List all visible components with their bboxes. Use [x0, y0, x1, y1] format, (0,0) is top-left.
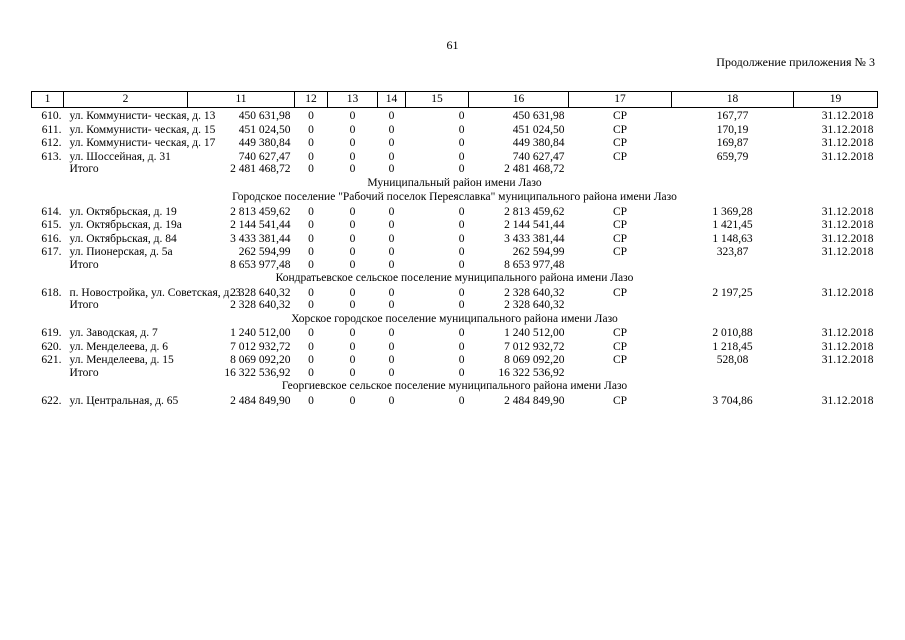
cell-col-19: 31.12.2018 [821, 123, 874, 136]
cell-col-18: 170,19 [716, 123, 749, 136]
cell-col-16: 740 627,47 [512, 150, 565, 163]
cell-empty [569, 162, 672, 175]
cell-col-15: 0 [458, 327, 465, 339]
table-row [32, 204, 878, 218]
cell-col-14: 0 [388, 354, 395, 366]
cell-col-14: 0 [388, 205, 395, 218]
cell-row-number: 614. [41, 205, 62, 218]
cell-col-12: 0 [308, 137, 314, 149]
cell-col-11: 2 484 849,90 [230, 394, 291, 407]
cell-col-11: 2 481 468,72 [230, 163, 291, 175]
cell-col-14: 0 [388, 258, 395, 271]
cell-col-16: 2 481 468,72 [504, 163, 565, 175]
table-header-row [32, 92, 878, 108]
cell-col-12: 0 [308, 327, 314, 339]
cell-col-15: 0 [458, 123, 465, 136]
table-row [32, 393, 878, 407]
cell-col-12: 0 [308, 163, 314, 175]
cell-col-17: СР [612, 123, 628, 136]
cell-col-16: 3 433 381,44 [504, 232, 565, 245]
cell-col-12: 0 [308, 123, 314, 136]
table-row [32, 339, 878, 353]
cell-col-12: 0 [308, 286, 314, 299]
cell-col-15: 0 [458, 110, 465, 122]
cell-col-13: 0 [349, 219, 356, 231]
cell-col-14: 0 [388, 110, 395, 122]
cell-row-number: 622. [41, 394, 62, 407]
table-row [32, 231, 878, 245]
table-row [32, 217, 878, 231]
cell-col-19: 31.12.2018 [821, 205, 874, 218]
total-row [32, 258, 878, 271]
cell-col-13: 0 [349, 394, 356, 407]
cell-col-16: 16 322 536,92 [498, 366, 565, 379]
cell-col-16: 450 631,98 [512, 110, 565, 122]
section-heading: Кондратьевское сельское поселение муниципального района имени Лазо [275, 272, 634, 284]
cell-col-16: 7 012 932,72 [504, 340, 565, 353]
cell-col-19: 31.12.2018 [821, 246, 874, 258]
cell-col-14: 0 [388, 163, 395, 175]
cell-empty [672, 162, 794, 175]
section-heading-row [32, 311, 878, 326]
cell-col-18: 1 218,45 [712, 340, 753, 353]
header-col-19: 19 [794, 92, 878, 108]
table-row [32, 135, 878, 149]
total-row [32, 162, 878, 175]
cell-row-number: 619. [41, 327, 62, 339]
cell-col-14: 0 [388, 286, 395, 299]
cell-address: ул. Заводская, д. 7 [69, 327, 158, 339]
cell-col-11: 1 240 512,00 [230, 327, 291, 339]
total-row [32, 366, 878, 379]
cell-col-12: 0 [308, 246, 314, 258]
cell-col-19: 31.12.2018 [821, 286, 874, 299]
cell-col-13: 0 [349, 123, 356, 136]
total-label: Итого [69, 366, 99, 379]
cell-row-number: 617. [41, 246, 62, 258]
total-label: Итого [69, 299, 99, 311]
cell-col-11: 450 631,98 [238, 110, 291, 122]
cell-col-11: 8 653 977,48 [230, 258, 291, 271]
cell-address: ул. Октябрьская, д. 84 [69, 232, 177, 245]
cell-col-16: 8 653 977,48 [504, 258, 565, 271]
cell-col-15: 0 [458, 299, 465, 311]
header-col-12: 12 [295, 92, 328, 108]
section-heading-row [32, 189, 878, 204]
cell-col-13: 0 [349, 163, 356, 175]
cell-col-15: 0 [458, 205, 465, 218]
cell-address: ул. Менделеева, д. 6 [69, 340, 168, 353]
cell-row-number: 620. [41, 340, 62, 353]
cell-col-13: 0 [349, 286, 356, 299]
header-col-16: 16 [469, 92, 569, 108]
cell-col-15: 0 [458, 232, 465, 245]
cell-col-17: СР [612, 340, 628, 353]
total-label: Итого [69, 258, 99, 271]
cell-col-12: 0 [308, 366, 314, 379]
cell-col-19: 31.12.2018 [821, 327, 874, 339]
cell-col-18: 169,87 [716, 137, 749, 149]
cell-address: ул. Центральная, д. 65 [69, 394, 179, 407]
header-col-13: 13 [328, 92, 378, 108]
cell-row-number: 615. [41, 219, 62, 231]
cell-col-14: 0 [388, 219, 395, 231]
cell-col-11: 7 012 932,72 [230, 340, 291, 353]
cell-empty [32, 162, 64, 175]
cell-col-18: 2 197,25 [712, 286, 753, 299]
cell-col-17: СР [612, 219, 628, 231]
cell-col-15: 0 [458, 354, 465, 366]
cell-col-18: 323,87 [716, 246, 749, 258]
total-row [32, 298, 878, 311]
section-heading-row [32, 378, 878, 393]
cell-empty [794, 298, 878, 311]
cell-col-14: 0 [388, 123, 395, 136]
cell-address: ул. Коммунисти- ческая, д. 15 [69, 123, 216, 136]
cell-col-17: СР [612, 232, 628, 245]
cell-address: ул. Менделеева, д. 15 [69, 354, 174, 366]
cell-col-11: 449 380,84 [238, 137, 291, 149]
table-row [32, 352, 878, 366]
cell-col-11: 16 322 536,92 [224, 366, 291, 379]
cell-col-12: 0 [308, 150, 314, 163]
table-row [32, 285, 878, 299]
header-col-18: 18 [672, 92, 794, 108]
cell-col-11: 262 594,99 [238, 246, 291, 258]
cell-col-18: 167,77 [716, 110, 749, 122]
cell-col-13: 0 [349, 150, 356, 163]
cell-col-13: 0 [349, 340, 356, 353]
cell-col-14: 0 [388, 366, 395, 379]
cell-col-19: 31.12.2018 [821, 232, 874, 245]
cell-col-16: 2 144 541,44 [504, 219, 565, 231]
cell-col-14: 0 [388, 137, 395, 149]
cell-col-14: 0 [388, 150, 395, 163]
cell-empty [569, 298, 672, 311]
cell-col-11: 8 069 092,20 [230, 354, 291, 366]
cell-col-19: 31.12.2018 [821, 150, 874, 163]
appendix-continuation-label: Продолжение приложения № 3 [716, 55, 875, 69]
cell-empty [32, 366, 64, 379]
cell-col-19: 31.12.2018 [821, 354, 874, 366]
cell-col-18: 3 704,86 [712, 394, 753, 407]
cell-col-13: 0 [349, 137, 356, 149]
cell-col-11: 451 024,50 [238, 123, 291, 136]
cell-col-17: СР [612, 354, 628, 366]
cell-row-number: 618. [41, 286, 62, 299]
header-col-11: 11 [188, 92, 295, 108]
cell-col-11: 2 144 541,44 [230, 219, 291, 231]
cell-empty [569, 258, 672, 271]
cell-address: ул. Октябрьская, д. 19а [69, 219, 182, 231]
cell-col-17: СР [612, 205, 628, 218]
cell-col-11: 2 813 459,62 [230, 205, 291, 218]
cell-col-12: 0 [308, 232, 314, 245]
cell-address: ул. Коммунисти- ческая, д. 17 [69, 137, 216, 149]
cell-empty [672, 366, 794, 379]
cell-col-13: 0 [349, 354, 356, 366]
cell-col-15: 0 [458, 340, 465, 353]
cell-col-12: 0 [308, 394, 314, 407]
cell-col-12: 0 [308, 354, 314, 366]
cell-col-16: 2 813 459,62 [504, 205, 565, 218]
cell-col-19: 31.12.2018 [821, 340, 874, 353]
cell-col-16: 262 594,99 [512, 246, 565, 258]
cell-col-12: 0 [308, 110, 314, 122]
cell-col-11: 2 328 640,32 [230, 299, 291, 311]
section-heading-row [32, 270, 878, 285]
cell-col-14: 0 [388, 394, 395, 407]
cell-col-18: 528,08 [716, 354, 749, 366]
cell-row-number: 616. [41, 232, 62, 245]
cell-col-19: 31.12.2018 [821, 137, 874, 149]
cell-col-16: 449 380,84 [512, 137, 565, 149]
cell-col-13: 0 [349, 366, 356, 379]
section-heading: Городское поселение "Рабочий поселок Переяславка" муниципального района имени Лазо [232, 191, 677, 203]
cell-col-15: 0 [458, 150, 465, 163]
section-heading: Георгиевское сельское поселение муниципального района имени Лазо [281, 380, 628, 392]
cell-col-15: 0 [458, 286, 465, 299]
cell-col-16: 8 069 092,20 [504, 354, 565, 366]
cell-col-13: 0 [349, 258, 356, 271]
cell-col-19: 31.12.2018 [821, 394, 874, 407]
cell-col-12: 0 [308, 205, 314, 218]
cell-col-15: 0 [458, 219, 465, 231]
cell-col-11: 2 328 640,32 [230, 286, 291, 299]
cell-col-16: 2 328 640,32 [504, 299, 565, 311]
cell-address: ул. Шоссейная, д. 31 [69, 150, 171, 163]
cell-empty [794, 258, 878, 271]
cell-col-19: 31.12.2018 [821, 219, 874, 231]
cell-col-14: 0 [388, 340, 395, 353]
cell-address: ул. Пионерская, д. 5а [69, 246, 173, 258]
cell-col-15: 0 [458, 163, 465, 175]
table-row [32, 244, 878, 258]
cell-row-number: 610. [41, 110, 62, 122]
cell-empty [569, 366, 672, 379]
header-col-14: 14 [378, 92, 406, 108]
section-heading: Муниципальный район имени Лазо [367, 176, 542, 189]
cell-col-14: 0 [388, 246, 395, 258]
cell-col-15: 0 [458, 366, 465, 379]
header-col-17: 17 [569, 92, 672, 108]
cell-col-15: 0 [458, 137, 465, 149]
cell-col-13: 0 [349, 110, 356, 122]
header-col-15: 15 [406, 92, 469, 108]
header-col-1: 1 [32, 92, 64, 108]
cell-address: п. Новостройка, ул. Советская, д. 3 [69, 286, 241, 299]
cell-col-18: 2 010,88 [712, 327, 753, 339]
table-row [32, 108, 878, 122]
page-number: 61 [446, 38, 459, 52]
cell-empty [672, 258, 794, 271]
cell-address: ул. Коммунисти- ческая, д. 13 [69, 110, 216, 122]
cell-empty [794, 162, 878, 175]
cell-row-number: 611. [41, 123, 62, 136]
cell-col-17: СР [612, 246, 628, 258]
cell-col-13: 0 [349, 232, 356, 245]
cell-col-18: 1 369,28 [712, 205, 753, 218]
cell-col-12: 0 [308, 219, 314, 231]
cell-col-17: СР [612, 110, 628, 122]
cell-col-15: 0 [458, 246, 465, 258]
total-label: Итого [69, 163, 99, 175]
cell-col-19: 31.12.2018 [821, 110, 874, 122]
cell-col-11: 3 433 381,44 [230, 232, 291, 245]
appendix-table [31, 91, 878, 406]
cell-empty [672, 298, 794, 311]
cell-row-number: 613. [41, 150, 62, 163]
table-row [32, 122, 878, 136]
cell-col-18: 659,79 [716, 150, 749, 163]
cell-col-14: 0 [388, 232, 395, 245]
cell-col-12: 0 [308, 258, 314, 271]
table-row [32, 325, 878, 339]
cell-col-16: 451 024,50 [512, 123, 565, 136]
cell-col-15: 0 [458, 258, 465, 271]
cell-col-13: 0 [349, 246, 356, 258]
header-col-2: 2 [64, 92, 188, 108]
cell-col-17: СР [612, 137, 628, 149]
cell-col-16: 2 484 849,90 [504, 394, 565, 407]
section-heading-row [32, 175, 878, 190]
cell-row-number: 621. [41, 354, 62, 366]
cell-col-15: 0 [458, 394, 465, 407]
section-heading: Хорское городское поселение муниципального района имени Лазо [291, 312, 618, 325]
cell-col-16: 2 328 640,32 [504, 286, 565, 299]
cell-row-number: 612. [41, 137, 62, 149]
cell-col-17: СР [612, 286, 628, 299]
table-row [32, 149, 878, 163]
cell-col-11: 740 627,47 [238, 150, 291, 163]
cell-col-13: 0 [349, 299, 356, 311]
cell-col-17: СР [612, 327, 628, 339]
cell-empty [794, 366, 878, 379]
cell-col-13: 0 [349, 327, 356, 339]
cell-col-12: 0 [308, 299, 314, 311]
cell-col-17: СР [612, 150, 628, 163]
cell-col-18: 1 421,45 [712, 219, 753, 231]
cell-address: ул. Октябрьская, д. 19 [69, 205, 177, 218]
cell-col-14: 0 [388, 299, 395, 311]
cell-col-14: 0 [388, 327, 395, 339]
cell-col-18: 1 148,63 [712, 232, 753, 245]
cell-col-16: 1 240 512,00 [504, 327, 565, 339]
cell-col-17: СР [612, 394, 628, 407]
cell-empty [32, 298, 64, 311]
cell-col-12: 0 [308, 340, 314, 353]
cell-empty [32, 258, 64, 271]
cell-col-13: 0 [349, 205, 356, 218]
